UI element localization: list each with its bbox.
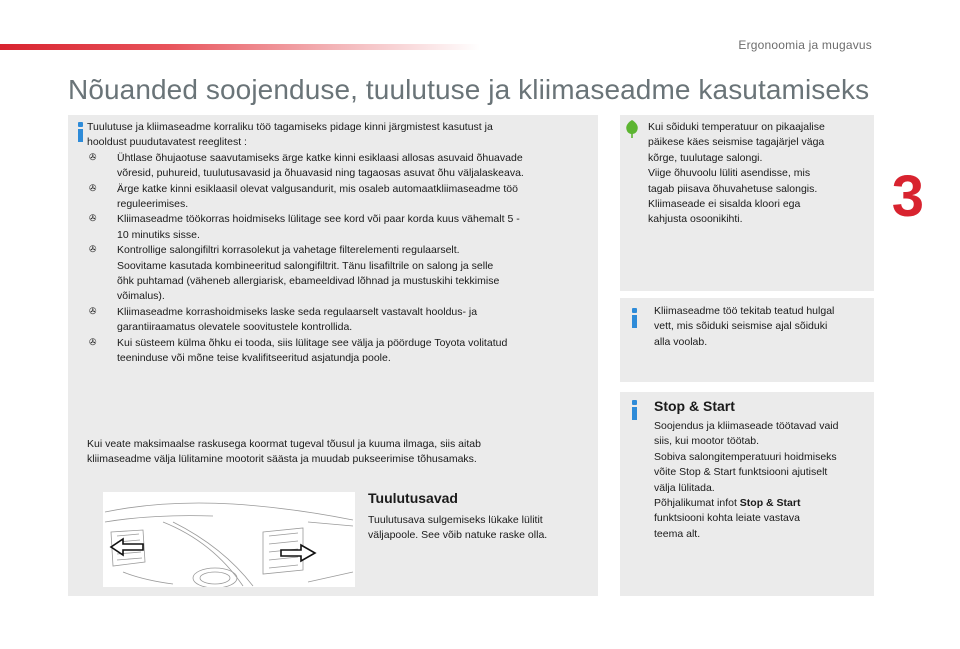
eco-text-line: kõrge, tuulutage salongi. (648, 151, 763, 164)
bullet-icon: ✇ (89, 183, 97, 194)
bullet-icon: ✇ (89, 245, 97, 256)
eco-text (648, 120, 868, 228)
list-item (87, 212, 592, 243)
eco-leaf-icon (624, 119, 640, 139)
stop-start-text-line: funktsiooni kohta leiate vastava (654, 512, 800, 525)
vents-text (368, 513, 588, 544)
bullet-icon: ✇ (89, 337, 97, 348)
eco-text-line: Kui sõiduki temperatuur on pikaajalise (648, 121, 825, 133)
list-item-line: õhk puhtamad (väheneb allergiarisk, ebameeldivad lõhnad ja mustuskihi tekkimise (117, 275, 500, 288)
bullet-icon: ✇ (89, 214, 97, 225)
list-item-line: Kliimaseadme korrashoidmiseks laske seda regulaarselt vastavalt hooldus- ja (117, 305, 478, 318)
vents-text-line: Tuulutusava sulgemiseks lükake lülitit (368, 514, 543, 526)
list-item (87, 151, 592, 182)
eco-text-line: Viige õhuvoolu lüliti asendisse, mis (648, 167, 811, 180)
eco-text-line: kahjusta osoonikihti. (648, 213, 743, 226)
stop-start-ref-line (654, 496, 870, 511)
vents-title: Tuulutusavad (368, 490, 458, 506)
chapter-number: 3 (891, 164, 924, 229)
stop-start-text-line: Sobiva salongitemperatuuri hoidmiseks (654, 450, 837, 463)
stop-start-title: Stop & Start (654, 398, 735, 414)
page-title: Nõuanded soojenduse, tuulutuse ja kliimaseadme kasutamiseks (68, 74, 870, 105)
stop-start-text-line: siis, kui mootor töötab. (654, 435, 760, 448)
rules-list (87, 151, 592, 367)
condensation-text-line: alla voolab. (654, 335, 708, 348)
list-item-line: võimalus). (117, 290, 165, 303)
list-item-line: Kliimaseadme töökorras hoidmiseks lülitage see kord või paar korda kuus vähemalt 5 - (117, 213, 520, 226)
info-icon (76, 122, 86, 142)
stop-start-ref-prefix: Põhjalikumat infot (654, 497, 740, 510)
list-item-line: teeninduse või mõne teise kvalifitseeritud asjatundja poole. (117, 352, 391, 365)
list-item-line: Ärge katke kinni esiklaasil olevat valgusandurit, mis osaleb automaatkliimaseadme töö (117, 182, 518, 195)
vent-illustration (103, 492, 355, 587)
towing-note (87, 437, 592, 468)
condensation-text-line: Kliimaseadme töö tekitab teatud hulgal (654, 305, 835, 317)
eco-text-line: Kliimaseade ei sisalda kloori ega (648, 198, 801, 211)
list-item (87, 182, 592, 213)
stop-start-text-line: teema alt. (654, 527, 701, 540)
list-item-line: reguleerimises. (117, 198, 189, 211)
section-header: Ergonoomia ja mugavus (738, 38, 872, 52)
bullet-icon: ✇ (89, 306, 97, 317)
list-item (87, 243, 592, 305)
condensation-text (654, 304, 868, 350)
list-item-line: Soovitame kasutada kombineeritud salongifiltrit. Tänu lisafiltrile on salong ja selle (117, 259, 494, 272)
condensation-text-line: vett, mis sõiduki seismise ajal sõiduki (654, 320, 828, 333)
bullet-icon: ✇ (89, 152, 97, 163)
vents-text-line: väljapoole. See võib natuke raske olla. (368, 529, 548, 542)
list-item-line: Ühtlase õhujaotuse saavutamiseks ärge katke kinni esiklaasi allosas asuvaid õhuavade (117, 151, 523, 164)
list-item-line: 10 minutiks sisse. (117, 228, 200, 241)
list-item-line: Kui süsteem külma õhku ei tooda, siis lülitage see välja ja pöörduge Toyota volitatud (117, 336, 508, 349)
stop-start-text-line: võite Stop & Start funktsiooni ajutiselt (654, 466, 828, 479)
info-icon (630, 400, 640, 420)
info-icon (630, 308, 640, 328)
usage-rules (87, 120, 592, 367)
towing-note-line: Kui veate maksimaalse raskusega koormat tugeval tõusul ja kuuma ilmaga, siis aitab (87, 438, 481, 450)
list-item (87, 336, 592, 367)
stop-start-text (654, 419, 870, 542)
towing-note-line: kliimaseadme välja lülitamine mootorit säästa ja muudab pukseerimise tõhusamaks. (87, 453, 477, 466)
stop-start-text-line: Soojendus ja kliimaseade töötavad vaid (654, 420, 839, 432)
stop-start-text-line: välja lülitada. (654, 481, 715, 494)
intro-line: hooldust puudutavatest reeglitest : (87, 136, 247, 149)
eco-text-line: tagab piisava õhuvahetuse salongis. (648, 182, 818, 195)
dashboard-vent-drawing (103, 492, 355, 587)
eco-text-line: päikese käes seismise tagajärjel väga (648, 136, 825, 149)
list-item-line: võresid, puhureid, tuulutusavasid ja õhuavasid ning tagaosas asuvat õhu väljalaskeava. (117, 167, 524, 180)
list-item (87, 305, 592, 336)
header-stripe (0, 44, 480, 50)
list-item-line: garantiiraamatus olevatele soovitustele kontrollida. (117, 321, 353, 334)
intro-line: Tuulutuse ja kliimaseadme korraliku töö tagamiseks pidage kinni järgmistest kasutust ja (87, 121, 493, 133)
stop-start-ref-bold: Stop & Start (739, 497, 801, 510)
list-item-line: Kontrollige salongifiltri korrasolekut ja vahetage filterelementi regulaarselt. (117, 244, 460, 257)
